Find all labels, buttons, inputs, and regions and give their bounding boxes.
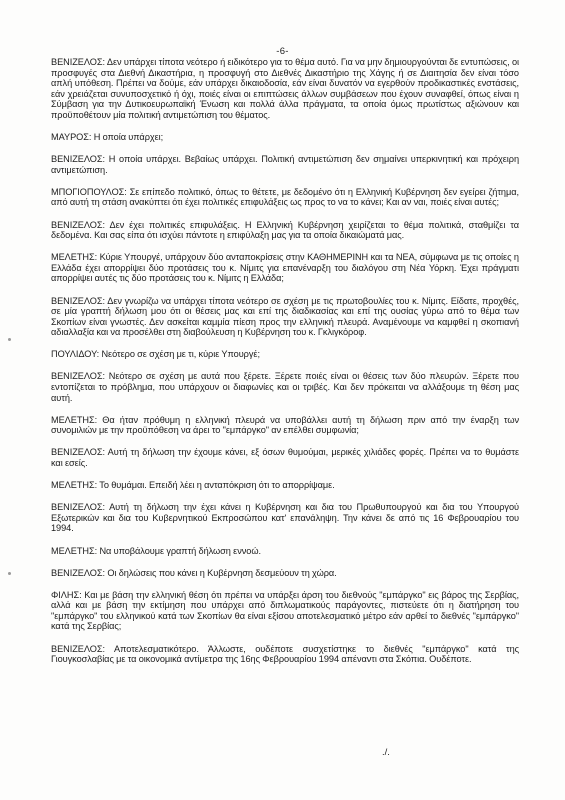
paragraph-text: Θα ήταν πρόθυμη η ελληνική πλευρά να υποβάλλει αυτή τη δήλωση πριν από την έναρξη των συνομιλιών με την προϋπόθεση να άρει το "εμπάργκο" αν επέλθει συμφωνία; bbox=[51, 414, 519, 436]
paragraph-text: Οι δηλώσεις που κάνει η Κυβέρνηση δεσμεύουν τη χώρα. bbox=[107, 567, 337, 578]
paragraph-text: Δεν έχει πολιτικές επιφυλάξεις. Η Ελληνική Κυβέρνηση χειρίζεται το θέμα πολιτικά, σταθμίζει τα δεδομένα. Και σας είπα ότι ισχύει πάντοτε η επιφύλαξη μας για τα οποία δικαιώματά μας. bbox=[51, 219, 519, 241]
page-number: -6- bbox=[276, 46, 289, 57]
paragraph-text: Αυτή τη δήλωση την έχει κάνει η Κυβέρνηση και δια του Πρωθυπουργού και δια του Υπουργού Εξωτερικών και δια του Κυβερνητικού Εκπροσώπου κατ' επανάληψη. Την κάνει δε από τις 16 Φεβρουαρίου του 1994. bbox=[51, 502, 520, 534]
paragraph bbox=[51, 590, 519, 632]
paragraph-text: Η οποία υπάρχει. Βεβαίως υπάρχει. Πολιτική αντιμετώπιση δεν σημαίνει υπερκινητική και πρόχειρη αντιμετώπιση. bbox=[51, 154, 520, 175]
speaker-name: ΒΕΝΙΖΕΛΟΣ: bbox=[51, 643, 106, 654]
paragraph bbox=[51, 154, 519, 175]
speaker-name: ΒΕΝΙΖΕΛΟΣ: bbox=[51, 219, 106, 230]
speaker-name: ΒΕΝΙΖΕΛΟΣ: bbox=[51, 447, 106, 458]
paragraph-text: Σε επίπεδο πολιτικό, όπως το θέτετε, με δεδομένο ότι η Ελληνική Κυβέρνηση δεν εγείρει ζήτημα, από αυτή τη στάση ανακύπτει ότι έχει πολιτικές επιφυλάξεις ως προς το να το κάνει; Και αν ναι, ποιές είναι αυτές; bbox=[51, 186, 519, 208]
speaker-name: ΒΕΝΙΖΕΛΟΣ: bbox=[51, 567, 106, 578]
transcript-body bbox=[51, 57, 519, 676]
paragraph-text: Να υποβάλουμε γραπτή δήλωση εννοώ. bbox=[99, 545, 261, 556]
paragraph-text: Νεότερο σε σχέση με τι, κύριε Υπουργέ; bbox=[101, 349, 260, 360]
paragraph bbox=[51, 480, 519, 491]
speaker-name: ΜΑΥΡΟΣ: bbox=[51, 132, 92, 143]
speaker-name: ΜΕΛΕΤΗΣ: bbox=[51, 252, 98, 263]
paragraph-text: Αυτή τη δήλωση την έχουμε κάνει, εξ όσων θυμούμαι, μερικές χιλιάδες φορές. Πρέπει να το θυμάστε και εσείς. bbox=[51, 447, 519, 469]
speaker-name: ΜΠΟΓΙΟΠΟΥΛΟΣ: bbox=[51, 186, 127, 197]
paragraph bbox=[51, 252, 519, 284]
speaker-name: ΜΕΛΕΤΗΣ: bbox=[51, 414, 98, 425]
paragraph bbox=[51, 57, 519, 121]
paragraph bbox=[51, 447, 519, 468]
paragraph bbox=[51, 502, 519, 534]
paragraph-text: Το θυμάμαι. Επειδή λέει η ανταπόκριση ότι το απορρίψαμε. bbox=[99, 480, 335, 491]
paragraph bbox=[51, 644, 519, 665]
paragraph bbox=[51, 349, 519, 360]
speaker-name: ΠΟΥΛΙΔΟΥ: bbox=[51, 349, 100, 360]
end-mark: ./. bbox=[382, 747, 390, 758]
paragraph bbox=[51, 296, 519, 338]
speaker-name: ΒΕΝΙΖΕΛΟΣ: bbox=[51, 502, 106, 513]
paragraph bbox=[51, 415, 519, 436]
speaker-name: ΒΕΝΙΖΕΛΟΣ: bbox=[51, 371, 106, 382]
speaker-name: ΒΕΝΙΖΕΛΟΣ: bbox=[51, 57, 106, 67]
paragraph-text: Δεν γνωρίζω να υπάρχει τίποτα νεότερο σε σχέση με τις πρωτοβουλίες του κ. Νίμιτς. Είδατε, προχθές, σε μία γραπτή δήλωση μου ότι οι θέσεις μας και επί της διαδικασίας και επί της ουσίας γύρω από το θέμα των Σκοπίων είναι γνωστές. Δεν ασκείται καμμία πίεση προς την ελληνική πλευρά. Αναμένουμε να καμφθεί η σκοπιανή αδιαλλαξία και να προσέλθει στη διαβούλευση η Κυβέρνηση του κ. Γκλιγκόροφ. bbox=[51, 295, 520, 338]
speaker-name: ΜΕΛΕΤΗΣ: bbox=[51, 480, 98, 491]
paragraph bbox=[51, 568, 519, 579]
speaker-name: ΜΕΛΕΤΗΣ: bbox=[51, 545, 98, 556]
paragraph bbox=[51, 220, 519, 241]
paragraph-text: Η οποία υπάρχει; bbox=[93, 132, 164, 143]
speaker-name: ΦΙΛΗΣ: bbox=[51, 589, 82, 600]
paragraph-text: Νεότερο σε σχέση με αυτά που ξέρετε. Ξέρετε ποιές είναι οι θέσεις των δύο πλευρών. Ξέρετε που εντοπίζεται το πρόβλημα, που υπάρχουν οι διαφωνίες και οι τριβές. Και δεν πρόκειται να αλλάξουμε τη θέση μας αυτή. bbox=[51, 371, 520, 403]
paragraph-text: Και με βάση την ελληνική θέση ότι πρέπει να υπάρξει άρση του διεθνούς "εμπάργκο" εις βάρος της Σερβίας, αλλά και με βάση την εκτίμηση που υπάρχει από διπλωματικούς παράγοντες, πιστεύετε ότι η διατήρηση του "εμπάργκο" του ελληνικού κατά των Σκοπίων θα είναι εξίσου αποτελεσματικό μέτρο εάν αρθεί το διεθνές "εμπάργκο" κατά της Σερβίας; bbox=[51, 589, 519, 632]
scan-artifact bbox=[8, 338, 11, 341]
paragraph bbox=[51, 187, 519, 208]
speaker-name: ΒΕΝΙΖΕΛΟΣ: bbox=[51, 154, 106, 165]
paragraph-text: Αποτελεσματικότερο. Άλλωστε, ουδέποτε συσχετίστηκε το διεθνές "εμπάργκο" κατά της Γιουγκοσλαβίας με τα οικονομικά αντίμετρα της 16ης Φεβρουαρίου 1994 απέναντι στα Σκόπια. Ουδέποτε. bbox=[51, 643, 520, 665]
speaker-name: ΒΕΝΙΖΕΛΟΣ: bbox=[51, 295, 106, 306]
paragraph bbox=[51, 371, 519, 403]
paragraph-text: Δεν υπάρχει τίποτα νεότερο ή ειδικότερο για το θέμα αυτό. Για να μην δημιουργούνται δε εντυπώσεις, οι προσφυγές στα Διεθνή Δικαστήρια, η προσφυγή στο Διεθνές Δικαστήριο της Χάγης ή σε Διαιτησία δεν είναι τόσο απλή υπόθεση. Πρέπει να δούμε, εάν υπάρχει δικαιοδοσία, εάν είναι δυνατόν να εγερθούν προδικαστικές ενστάσεις, εάν χρειάζεται συνυποσχετικό ή όχι, ποιές είναι οι επιπτώσεις άλλων συμβάσεων που έχουν συναφθεί, όπως είναι η Σύμβαση για την Δυτικοευρωπαϊκή Ένωση και πολλά άλλα πράγματα, τα οποία όμως πρωτίστως αξιώνουν και προϋποθέτουν μία πολιτική αντιμετώπιση του θέματος. bbox=[51, 57, 519, 120]
paragraph bbox=[51, 546, 519, 557]
paragraph bbox=[51, 132, 519, 143]
paragraph-text: Κύριε Υπουργέ, υπάρχουν δύο ανταποκρίσεις στην ΚΑΘΗΜΕΡΙΝΗ και τα ΝΕΑ, σύμφωνα με τις οποίες η Ελλάδα έχει απορρίψει δύο προτάσεις του κ. Νίμιτς για επανέναρξη του διαλόγου στη Νέα Υόρκη. Έχει πράγματι απορρίψει αυτές τις δύο προτάσεις του κ. Νίμιτς η Ελλάδα; bbox=[51, 252, 519, 284]
scan-artifact bbox=[8, 572, 11, 575]
